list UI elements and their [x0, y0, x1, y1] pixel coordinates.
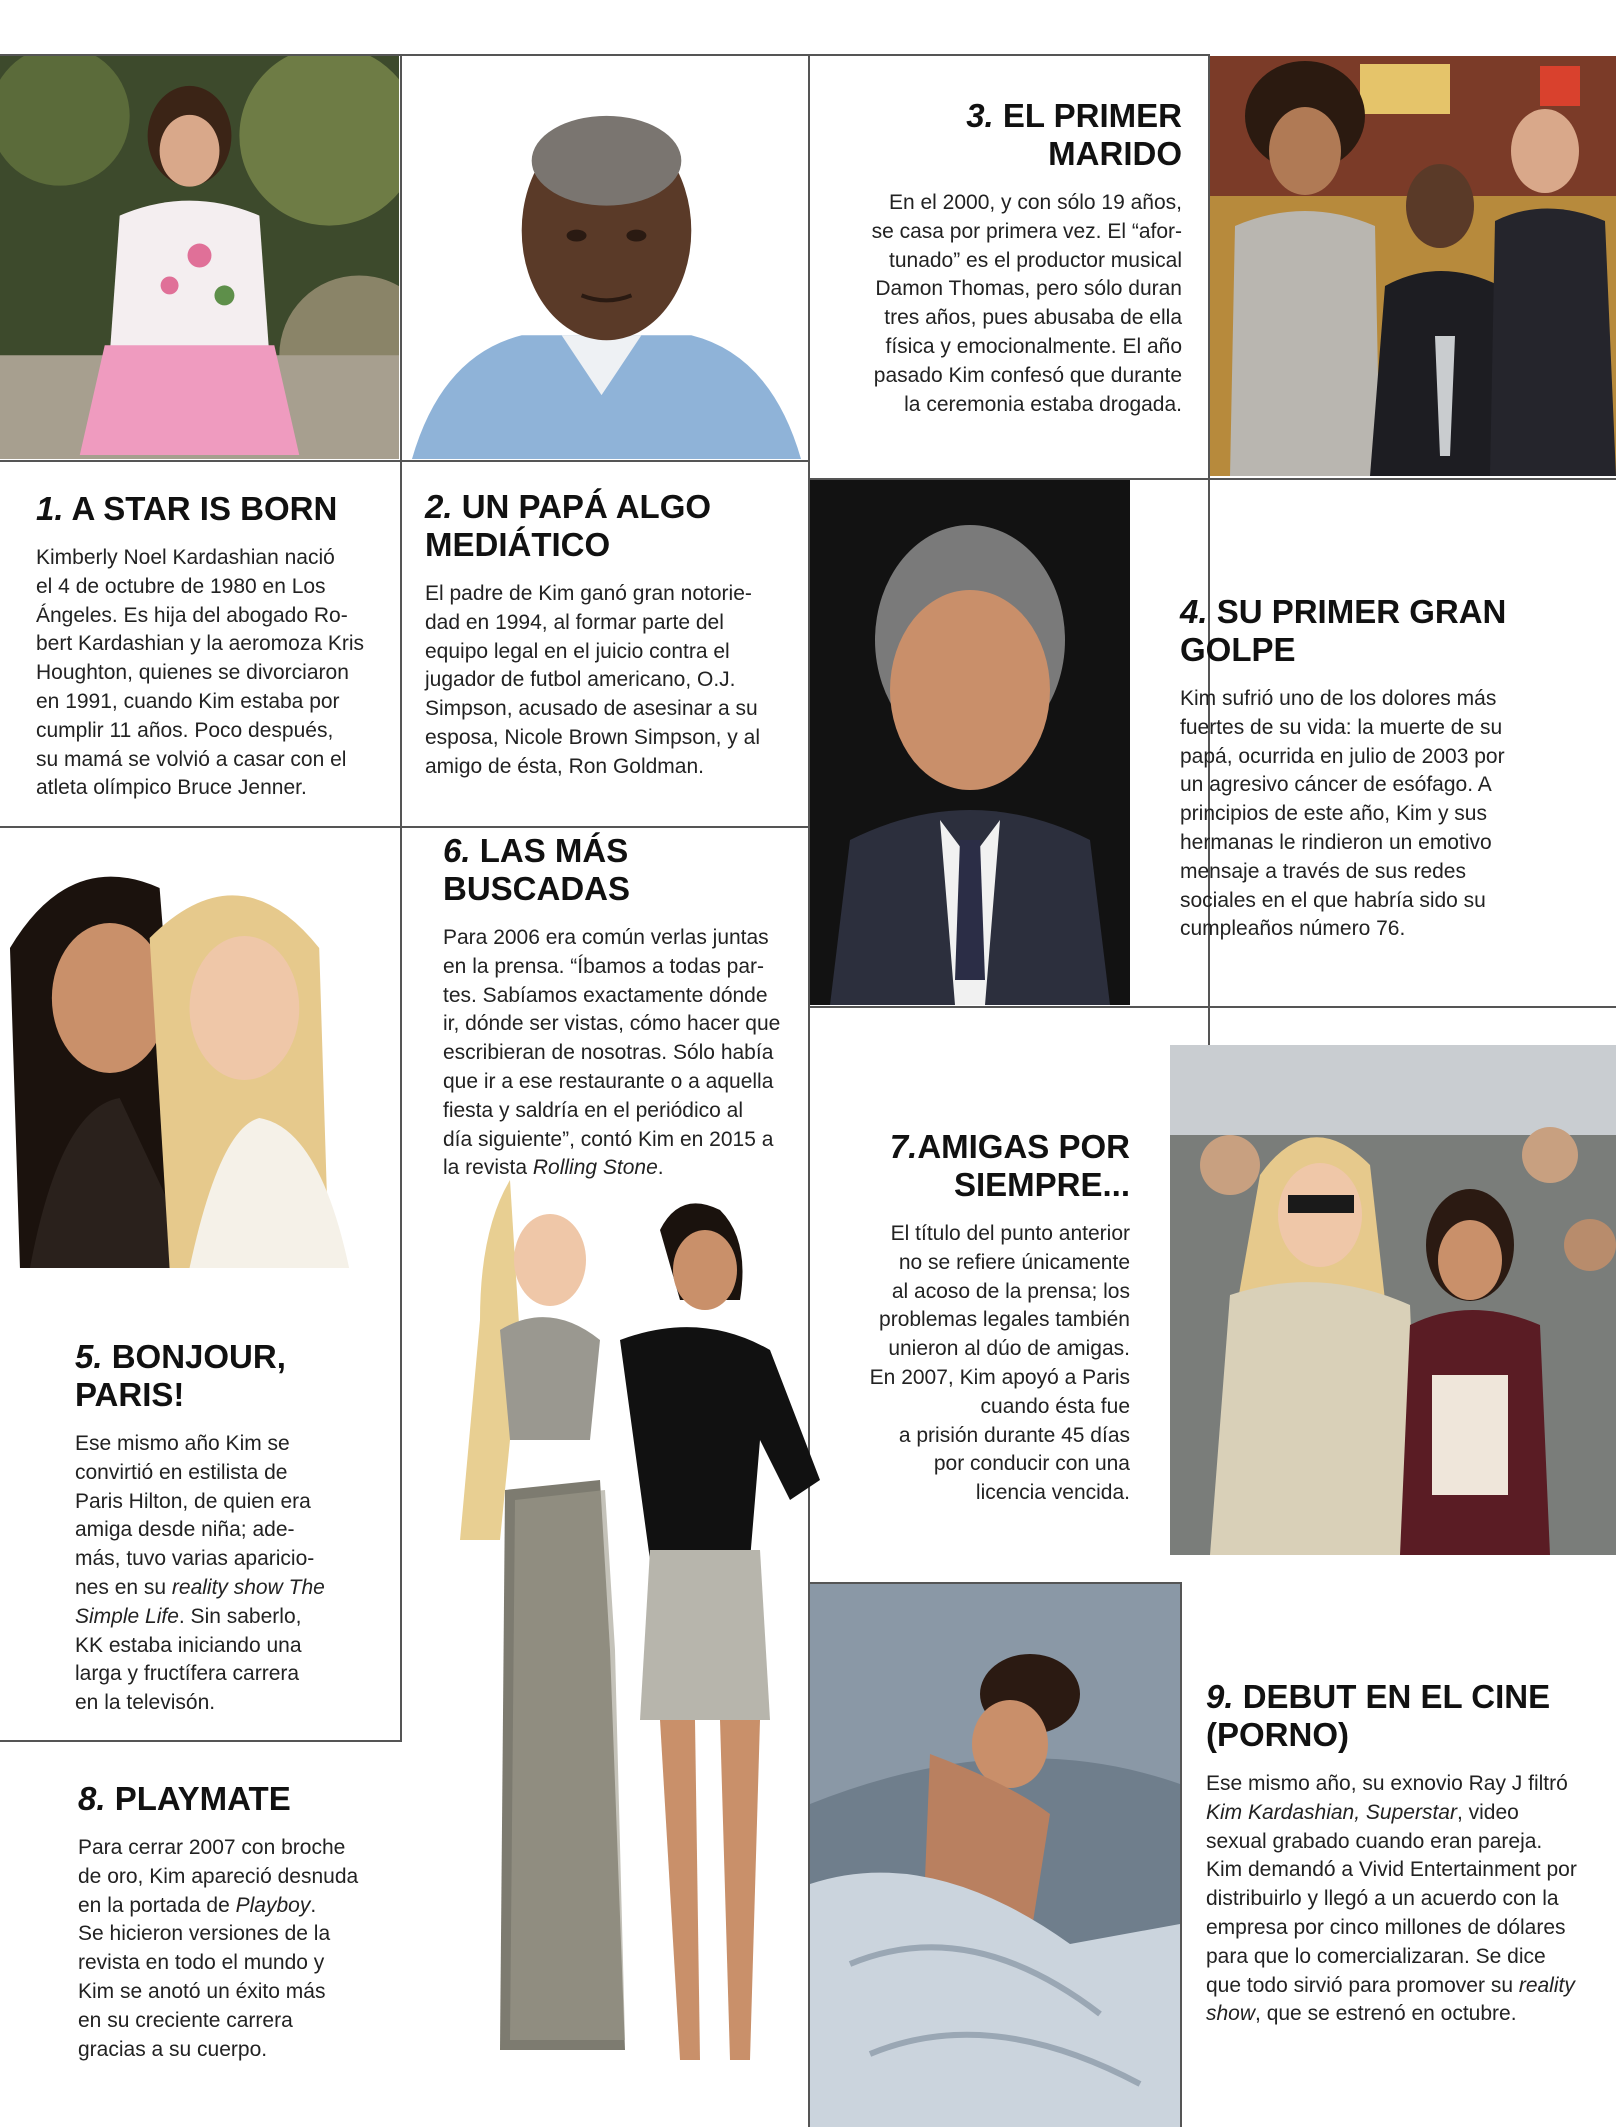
body-italic: Kim Kardashian, Superstar [1206, 1800, 1457, 1824]
paris-kim-party-cutout [350, 1180, 830, 2090]
section-body: Kimberly Noel Kardashian nació el 4 de octubre de 1980 en Los Ángeles. Es hija del abogado Ro- bert Kardashian y la aeromoza Kris Houghton, quienes se divorciaron en 1991, cuando Kim estaba por cumplir 11 años. Poco después, su mamá se volvió a casar con el atleta olímpico Bruce Jenner. [36, 546, 364, 800]
section-number: 5. [75, 1338, 103, 1375]
section-8 [78, 1780, 388, 2064]
body-text: Para 2006 era común verlas juntas en la prensa. “Íbamos a todas par- tes. Sabíamos exactamente dónde ir, dónde ser vistas, cómo hacer que escribieran de nosotras. Sólo había que ir a ese restaurante o a aquella fiesta y saldría en el periódico al día siguiente”, contó Kim en 2015 a la revista [443, 926, 781, 1180]
body-text: , video sexual grabado cuando eran pareja. Kim demandó a Vivid Entertainment por distribuirlo y llegó a un acuerdo con la empresa por cinco millones de dólares para que lo comercializaran. Se dice que todo sirvió para promover su [1206, 1800, 1577, 1997]
body-text: , que se estrenó en octubre. [1255, 2002, 1517, 2026]
rule-col3b [1180, 1582, 1182, 2127]
body-text: Ese mismo año, su exnovio Ray J filtró [1206, 1772, 1568, 1795]
section-2 [425, 488, 775, 782]
rule-row1-left [0, 460, 810, 462]
section-3-heading [840, 97, 1182, 173]
oj-simpson-photo [402, 56, 807, 459]
section-body [1206, 1770, 1606, 2029]
body-text: . Sin saberlo, KK estaba iniciando una larga y fructífera carrera en la televisón. [75, 1604, 302, 1715]
section-body [443, 924, 798, 1183]
section-number: 7. [889, 1128, 918, 1165]
section-body: El título del punto anterior no se refiere únicamente al acoso de la prensa; los problemas legales también unieron al dúo de amigas. En 2007, Kim apoyó a Paris cuando ésta fue a prisión durante 45 días por conducir con una licencia vencida. [869, 1222, 1130, 1505]
section-title: UN PAPÁ ALGO MEDIÁTICO [425, 488, 712, 563]
section-9-heading [1206, 1678, 1606, 1754]
section-title: PLAYMATE [114, 1780, 291, 1817]
body-italic: reality show The Simple Life [75, 1575, 325, 1628]
section-number: 1. [36, 490, 64, 527]
section-5-heading [75, 1338, 375, 1414]
section-title: A STAR IS BORN [71, 490, 338, 527]
section-title: AMIGAS POR SIEMPRE... [917, 1128, 1130, 1203]
section-8-heading [78, 1780, 388, 1818]
section-5 [75, 1338, 375, 1718]
body-italic: Rolling Stone [532, 1156, 658, 1180]
section-body: Kim sufrió uno de los dolores más fuertes de su vida: la muerte de su papá, ocurrida en julio de 2003 por un agresivo cáncer de esófago. A principios de este año, Kim y sus hermanas le rindieron un emotivo mensaje a través de sus redes sociales en el que habría sido su cumpleaños número 76. [1180, 687, 1505, 941]
robert-kardashian-photo [810, 480, 1130, 1005]
section-number: 2. [425, 488, 453, 525]
section-title: BONJOUR, PARIS! [75, 1338, 286, 1413]
section-body [78, 1834, 388, 2064]
section-body: El padre de Kim ganó gran notorie- dad en 1994, al formar parte del equipo legal en el juicio contra el jugador de futbol americano, O.J. Simpson, acusado de asesinar a su esposa, Nicole Brown Simpson, y al amigo de ésta, Ron Goldman. [425, 582, 760, 778]
paris-kim-oktoberfest-photo [1170, 1045, 1616, 1555]
section-1-heading [36, 490, 381, 528]
body-italic: Playboy [235, 1893, 311, 1917]
kim-paris-hug-photo [0, 828, 399, 1268]
section-6-heading [443, 832, 798, 908]
section-number: 9. [1206, 1678, 1234, 1715]
damon-thomas-award-photo [1210, 56, 1616, 476]
section-number: 6. [443, 832, 471, 869]
section-9 [1206, 1678, 1606, 2029]
section-body: En el 2000, y con sólo 19 años, se casa por primera vez. El “afor- tunado” es el productor musical Damon Thomas, pero sólo duran tres años, pues abusaba de ella física y emocionalmente. El año pasado Kim confesó que durante la ceremonia estaba drogada. [871, 191, 1182, 416]
body-text: . [657, 1156, 664, 1180]
section-title: EL PRIMER MARIDO [1002, 97, 1182, 172]
section-2-heading [425, 488, 775, 564]
section-7-heading [830, 1128, 1130, 1204]
section-title: LAS MÁS BUSCADAS [443, 832, 631, 907]
rule-row2-right [810, 1006, 1616, 1008]
section-1 [36, 490, 381, 803]
body-text: Para cerrar 2007 con broche de oro, Kim apareció desnuda en la portada de [78, 1836, 359, 1917]
section-number: 4. [1180, 593, 1208, 630]
section-title: SU PRIMER GRAN GOLPE [1180, 593, 1507, 668]
section-6 [443, 832, 798, 1183]
section-title: DEBUT EN EL CINE (PORNO) [1206, 1678, 1551, 1753]
body-italic: reality show [1206, 1973, 1575, 2026]
section-3 [840, 97, 1182, 419]
section-7 [830, 1128, 1130, 1508]
section-number: 3. [966, 97, 994, 134]
section-4 [1180, 593, 1600, 944]
kim-childhood-photo [0, 56, 399, 459]
kim-bedsheet-photo [810, 1584, 1180, 2127]
body-text: Ese mismo año Kim se convirtió en estilista de Paris Hilton, de quien era amiga desde niña; ade- más, tuvo varias aparicio- nes en su [75, 1432, 315, 1599]
section-number: 8. [78, 1780, 106, 1817]
rule-row3-left [0, 1740, 402, 1742]
section-4-heading [1180, 593, 1600, 669]
section-body [75, 1430, 375, 1718]
body-text: . Se hicieron versiones de la revista en todo el mundo y Kim se anotó un éxito más en su creciente carrera gracias a su cuerpo. [78, 1893, 331, 2061]
